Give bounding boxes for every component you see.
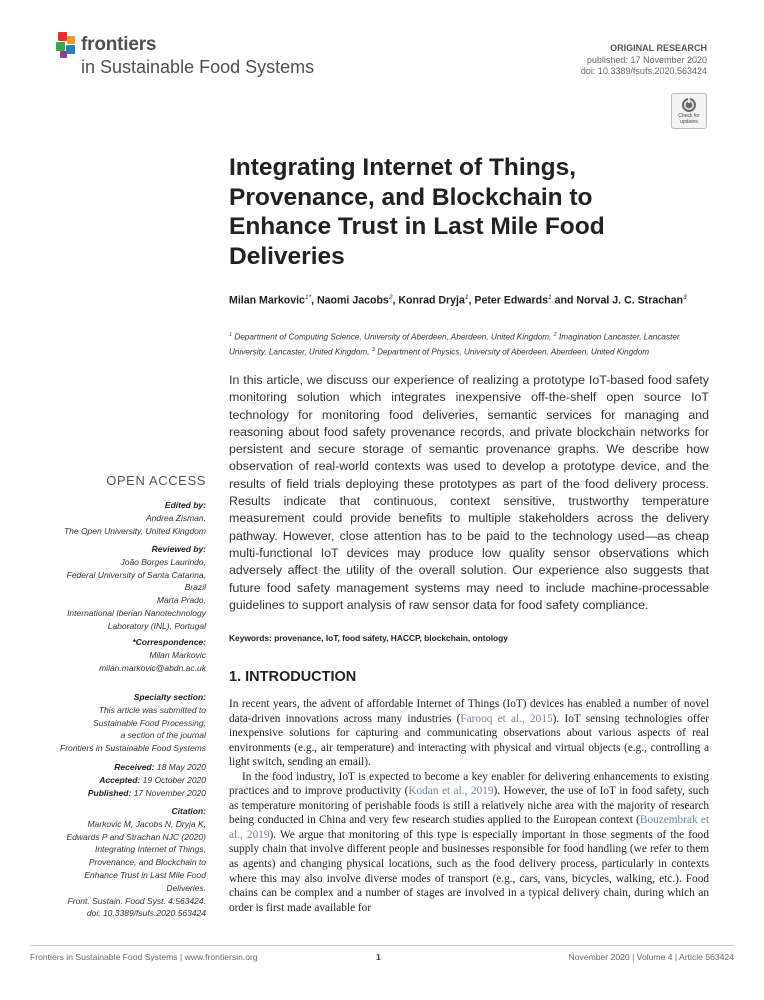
affiliation-text: Department of Computing Science, University of Aberdeen, Aberdeen, United Kingdom, [232, 332, 554, 342]
reviewer-line: Federal University of Santa Catarina, [66, 569, 206, 580]
reviewed-by-block [26, 543, 206, 633]
accepted-label: Accepted: [99, 774, 141, 785]
article-title: Integrating Internet of Things, Provenance, and Blockchain to Enhance Trust in Last Mile Food Deliveries [229, 154, 605, 270]
citation-line: Enhance Trust in Last Mile Food [84, 869, 206, 880]
author-name[interactable]: Norval J. C. Strachan [576, 294, 683, 307]
doi-link[interactable]: doi: 10.3389/fsufs.2020.563424 [580, 66, 707, 76]
published-date: published: 17 November 2020 [586, 55, 707, 65]
received-label: Received: [114, 762, 155, 772]
citation-link[interactable]: Kodan et al., 2019 [408, 785, 494, 798]
author-affiliation-marker: 1 [548, 294, 552, 301]
author-affiliation-marker: 2 [388, 294, 393, 301]
check-updates-icon [681, 97, 697, 113]
author-name[interactable]: Peter Edwards [474, 294, 549, 307]
author-affiliation-marker: 1* [304, 294, 312, 301]
editor-line: The Open University, United Kingdom [63, 525, 206, 536]
brand-name[interactable]: frontiers [81, 34, 157, 55]
dates-block [26, 761, 206, 799]
body-paragraph [229, 770, 709, 915]
reviewer-line: Brazil [184, 582, 206, 593]
affiliation-number: 1 [229, 332, 233, 338]
citation-line: Markovic M, Jacobs N, Dryja K, [87, 818, 206, 829]
frontiers-logo-icon [56, 32, 78, 58]
editor-line: Andrea Zisman, [146, 512, 206, 523]
body-text-run: ). We argue that monitoring of this type is especially important in those segments of the food supply chain that involve different people and businesses responsible for food handling (we refer to them as agents) and changing physical locations, such as the food delivery process, particularly in contexts where this may also involve diverse modes of transport (e.g., cars, vans, bicycles, walking, etc.). Food chains can be complex and a number of stages are involved in a typical delivery chain, during which an order is first made available for [229, 828, 709, 914]
author-name[interactable]: Milan Markovic [229, 294, 305, 307]
citation-block [26, 805, 206, 920]
citation-link[interactable]: Farooq et al., 2015 [460, 712, 553, 725]
author-affiliation-marker: 3 [682, 294, 687, 301]
journal-name[interactable]: in Sustainable Food Systems [81, 57, 315, 77]
citation-label: Citation: [171, 806, 206, 816]
specialty-line: Sustainable Food Processing, [93, 717, 206, 728]
affiliation-number: 3 [371, 346, 375, 353]
accepted-date: 19 October 2020 [142, 774, 206, 785]
affiliation-number: 2 [553, 332, 557, 338]
citation-link[interactable]: Bouzembrak et al., 2019 [229, 814, 710, 841]
keywords [229, 633, 709, 643]
affiliation-text: Department of Physics, University of Aberdeen, Aberdeen, United Kingdom [374, 347, 650, 357]
citation-doi[interactable]: doi: 10.3389/fsufs.2020.563424 [86, 908, 206, 919]
specialty-line: a section of the journal [120, 730, 206, 741]
author-name[interactable]: Naomi Jacobs [317, 294, 389, 307]
reviewer-line: International Iberian Nanotechnology [67, 607, 206, 618]
body-paragraph [229, 697, 709, 770]
correspondence-block [26, 636, 206, 674]
citation-line: Deliveries. [166, 882, 206, 893]
citation-line: Provenance, and Blockchain to [88, 857, 206, 868]
edited-by-label: Edited by: [164, 500, 206, 510]
body-text-run: In the food industry, IoT is expected to become a key enabler for delivering enhancements to existing practices and to improve productivity ( [229, 770, 709, 798]
check-updates-label: Check for updates [678, 113, 700, 125]
received-date: 18 May 2020 [156, 762, 206, 772]
open-access-badge[interactable]: OPEN ACCESS [106, 473, 206, 488]
correspondence-email[interactable]: milan.markovic@abdn.ac.uk [99, 662, 206, 673]
abstract: In this article, we discuss our experience of realizing a prototype IoT-based food safety monitoring solution which integrates inexpensive off-the-shelf open source IoT technology for monitoring food deliveries, semantic services for managing and reasoning about food safety provenance records, and private blockchain networks for persistent and secure storage of semantic provenance graphs. We describe how observation of real-world contexts was used to develop a prototype device, and the results of field trials deploying these prototypes as part of the food delivery process. Results indicate that continuous, context sensitive, trustworthy temperature measurement could provide benefits to multiple stakeholders across the delivery pathway. However, close attention has to be paid to the technology used—as cheap multi-functional IoT devices may produce low quality sensor observations which adversely affect the utility of the overall solution. Our experience also suggests that future food safety management systems may need to include machine-processable guidelines to support analysis of raw sensor data for food safety compliance. [229, 373, 709, 612]
published-label: Published: [87, 787, 132, 798]
body-text-run: In recent years, the advent of affordable Internet of Things (IoT) devices has enabled a number of novel data-driven innovations across many industries ( [229, 698, 709, 725]
footer-divider [30, 945, 734, 946]
check-for-updates-button[interactable] [671, 93, 707, 129]
keywords-label: Keywords: [229, 633, 272, 643]
correspondence-name: Milan Markovic [149, 649, 206, 660]
section-heading-introduction: 1. INTRODUCTION [229, 669, 357, 685]
specialty-line: This article was submitted to [98, 704, 206, 715]
reviewed-by-label: Reviewed by: [151, 544, 206, 554]
affiliation-text: Imagination Lancaster, Lancaster University, Lancaster, United Kingdom, [229, 332, 680, 357]
reviewer-line: Laboratory (INL), Portugal [107, 620, 206, 631]
citation-line: Edwards P and Strachan NJC (2020) [66, 831, 206, 842]
reviewer-line: Marta Prado, [156, 595, 206, 606]
author-list: Milan Markovic$^{1*}$, Naomi Jacobs$^2$, Konrad Dryja$^1$, Peter Edwards$^1$ and Norval J. C. Strachan$^3$ [229, 294, 687, 307]
introduction-body [229, 697, 709, 915]
specialty-line: Frontiers in Sustainable Food Systems [60, 743, 206, 754]
citation-line: Integrating Internet of Things, [94, 844, 206, 855]
published-date-side: 17 November 2020 [133, 787, 206, 798]
keywords-list: provenance, IoT, food safety, HACCP, blockchain, ontology [274, 633, 508, 643]
reviewer-line: João Borges Laurindo, [120, 556, 206, 567]
affiliations [229, 329, 709, 358]
article-type: ORIGINAL RESEARCH [610, 43, 707, 53]
edited-by-block [26, 499, 206, 537]
author-affiliation-marker: 1 [464, 294, 469, 301]
page-number: 1 [376, 952, 381, 962]
footer-journal-link[interactable]: Frontiers in Sustainable Food Systems | www.frontiersin.org [30, 952, 258, 962]
body-text-run: ). However, the use of IoT in food safety, such as temperature monitoring of perishable foods is still a relatively niche area with the majority of research being conducted in China and very few research studies applied to the European context ( [229, 785, 709, 827]
author-name[interactable]: Konrad Dryja [398, 294, 465, 307]
specialty-section-block [26, 691, 206, 755]
body-text-run: ). IoT sensing technologies offer inexpensive solutions for capturing and communicating observations about various aspects of real environments (e.g., air temperature) and interacting with physical and virtual objects (e.g., controlling a light switch, sending an email). [229, 712, 709, 769]
correspondence-label: *Correspondence: [132, 637, 206, 647]
citation-line: Front. Sustain. Food Syst. 4:563424. [67, 895, 206, 906]
footer-issue-info: November 2020 | Volume 4 | Article 563424 [568, 952, 734, 962]
specialty-label: Specialty section: [133, 692, 206, 702]
